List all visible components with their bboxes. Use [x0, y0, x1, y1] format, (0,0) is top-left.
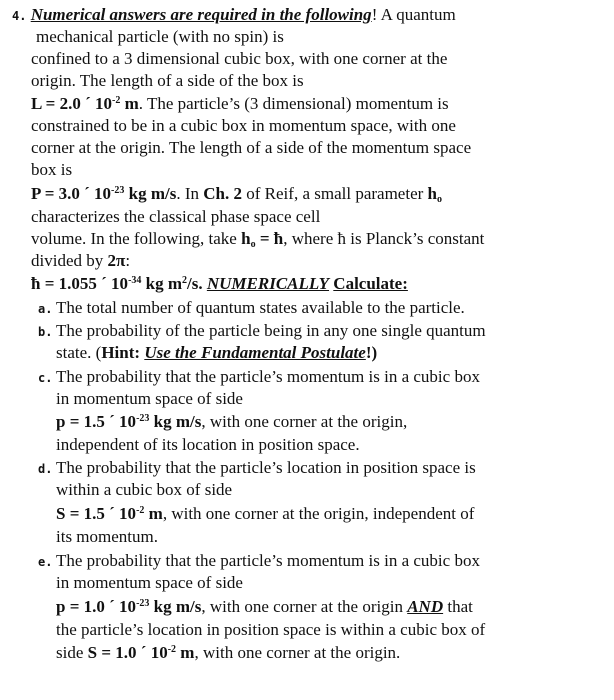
part-b-state: state. (: [56, 343, 102, 362]
problem-line-11: [31, 228, 484, 251]
divided-text: divided by: [31, 251, 104, 270]
box-length-line: [31, 93, 449, 116]
part-d: [38, 457, 476, 481]
box-length-eq: L = 2.0 ´ 10: [31, 94, 112, 113]
momentum-length-exp: -23: [111, 185, 125, 196]
hbar-exp: -34: [128, 275, 142, 286]
chapter-ref: Ch. 2: [203, 184, 243, 203]
part-e-line-3: [56, 596, 473, 619]
problem-line-8: box is: [31, 160, 73, 179]
part-d-s-eq: S = 1.5 ´ 10: [56, 504, 137, 523]
eq-hbar: = ħ: [255, 229, 284, 248]
part-e-s-exp: -2: [167, 644, 177, 655]
part-c-line-2: in momentum space of side: [56, 389, 243, 408]
part-b-line-2: [56, 342, 377, 365]
hbar-unit-tail: /s: [187, 274, 199, 293]
problem-heading: Numerical answers are required in the following: [30, 5, 372, 24]
problem-line-4: origin. The length of a side of the box is: [31, 71, 304, 90]
part-d-line-2: within a cubic box of side: [56, 480, 233, 499]
fundamental-postulate: Use the Fundamental Postulate: [144, 343, 366, 362]
problem-line-6: constrained to be in a cubic box in momentum space, with one: [31, 116, 456, 135]
problem-number: 4.: [12, 9, 27, 23]
part-e-line-5: [56, 642, 400, 665]
problem-line-2: mechanical particle (with no spin) is: [36, 27, 284, 46]
part-d-rest: , with one corner at the origin, independent of: [162, 504, 475, 523]
colon: :: [125, 251, 131, 270]
hbar-dot: .: [198, 274, 207, 293]
part-d-line-4: its momentum.: [56, 527, 158, 546]
problem-line-3: confined to a 3 dimensional cubic box, with one corner at the: [31, 49, 448, 68]
problem-line-10: characterizes the classical phase space cell: [31, 207, 321, 226]
part-c-text: The probability that the particle’s momentum is in a cubic box: [56, 367, 480, 386]
part-e-p-exp: -23: [136, 598, 150, 609]
problem-line-12: [31, 250, 130, 273]
part-e-text: The probability that the particle’s momentum is in a cubic box: [56, 551, 480, 570]
part-c-p-unit: kg m/s: [149, 412, 202, 431]
part-c-p-exp: -23: [136, 413, 150, 424]
take-h0-sub: o: [250, 239, 256, 250]
box-length-unit: m: [120, 94, 139, 113]
part-e-end: , with one corner at the origin.: [194, 643, 401, 662]
part-c-rest: , with one corner at the origin,: [201, 412, 408, 431]
hbar-eq: ħ = 1.055 ´ 10: [31, 274, 129, 293]
problem-line-7: corner at the origin. The length of a side of the momentum space: [31, 138, 472, 157]
momentum-length-line: [31, 183, 442, 206]
part-e-s-unit: m: [176, 643, 195, 662]
part-e-mid: , with one corner at the origin: [201, 597, 408, 616]
part-d-text: The probability that the particle’s location in position space is: [56, 458, 476, 477]
part-d-line-3: [56, 503, 474, 526]
part-e-p-unit: kg m/s: [149, 597, 202, 616]
part-d-s-unit: m: [144, 504, 163, 523]
part-e-side: side: [56, 643, 88, 662]
part-d-label: d.: [38, 462, 53, 476]
part-a-text: The total number of quantum states available to the particle.: [56, 298, 465, 317]
part-c-p-eq: p = 1.5 ´ 10: [56, 412, 137, 431]
planck-text: , where ħ is Planck’s constant: [283, 229, 485, 248]
hint-label: Hint:: [101, 343, 141, 362]
part-a-label: a.: [38, 302, 53, 316]
part-c-line-3: [56, 411, 407, 434]
part-a: [38, 297, 465, 321]
part-c-line-4: independent of its location in position space.: [56, 435, 360, 454]
two-pi: 2π: [107, 251, 126, 270]
part-d-s-exp: -2: [136, 505, 145, 516]
part-e-p-eq: p = 1.0 ´ 10: [56, 597, 137, 616]
part-b-label: b.: [38, 325, 53, 339]
part-e-line-2: in momentum space of side: [56, 573, 243, 592]
h0-subscript: o: [437, 194, 442, 205]
momentum-length-unit: kg m/s: [124, 184, 177, 203]
part-e-line-4: the particle’s location in position space is within a cubic box of: [56, 620, 486, 639]
reif-ref: of Reif, a small parameter: [242, 184, 428, 203]
part-e: [38, 550, 480, 574]
take-text: volume. In the following, take: [31, 229, 237, 248]
part-e-that: that: [443, 597, 473, 616]
box-length-rest: . The particle’s (3 dimensional) momentum is: [138, 94, 449, 113]
part-b: [38, 320, 486, 344]
part-e-label: e.: [38, 555, 53, 569]
part-b-close: !): [365, 343, 378, 362]
momentum-length-eq: P = 3.0 ´ 10: [31, 184, 112, 203]
heading-tail: ! A quantum: [371, 5, 456, 24]
problem-line-1: [12, 4, 456, 28]
numerically-label: NUMERICALLY: [206, 274, 330, 293]
h0-symbol: h: [427, 184, 437, 203]
momentum-mid: . In: [176, 184, 204, 203]
part-b-text: The probability of the particle being in any one single quantum: [56, 321, 486, 340]
part-c: [38, 366, 480, 390]
box-length-exp: -2: [112, 95, 121, 106]
hbar-line: [31, 273, 408, 296]
and-emphasis: AND: [407, 597, 444, 616]
hbar-unit-exp: 2: [182, 275, 188, 286]
part-c-label: c.: [38, 371, 53, 385]
part-e-s-eq: S = 1.0 ´ 10: [87, 643, 168, 662]
take-h0: h: [241, 229, 251, 248]
calculate-label: Calculate:: [333, 274, 408, 293]
hbar-unit: kg m: [141, 274, 183, 293]
